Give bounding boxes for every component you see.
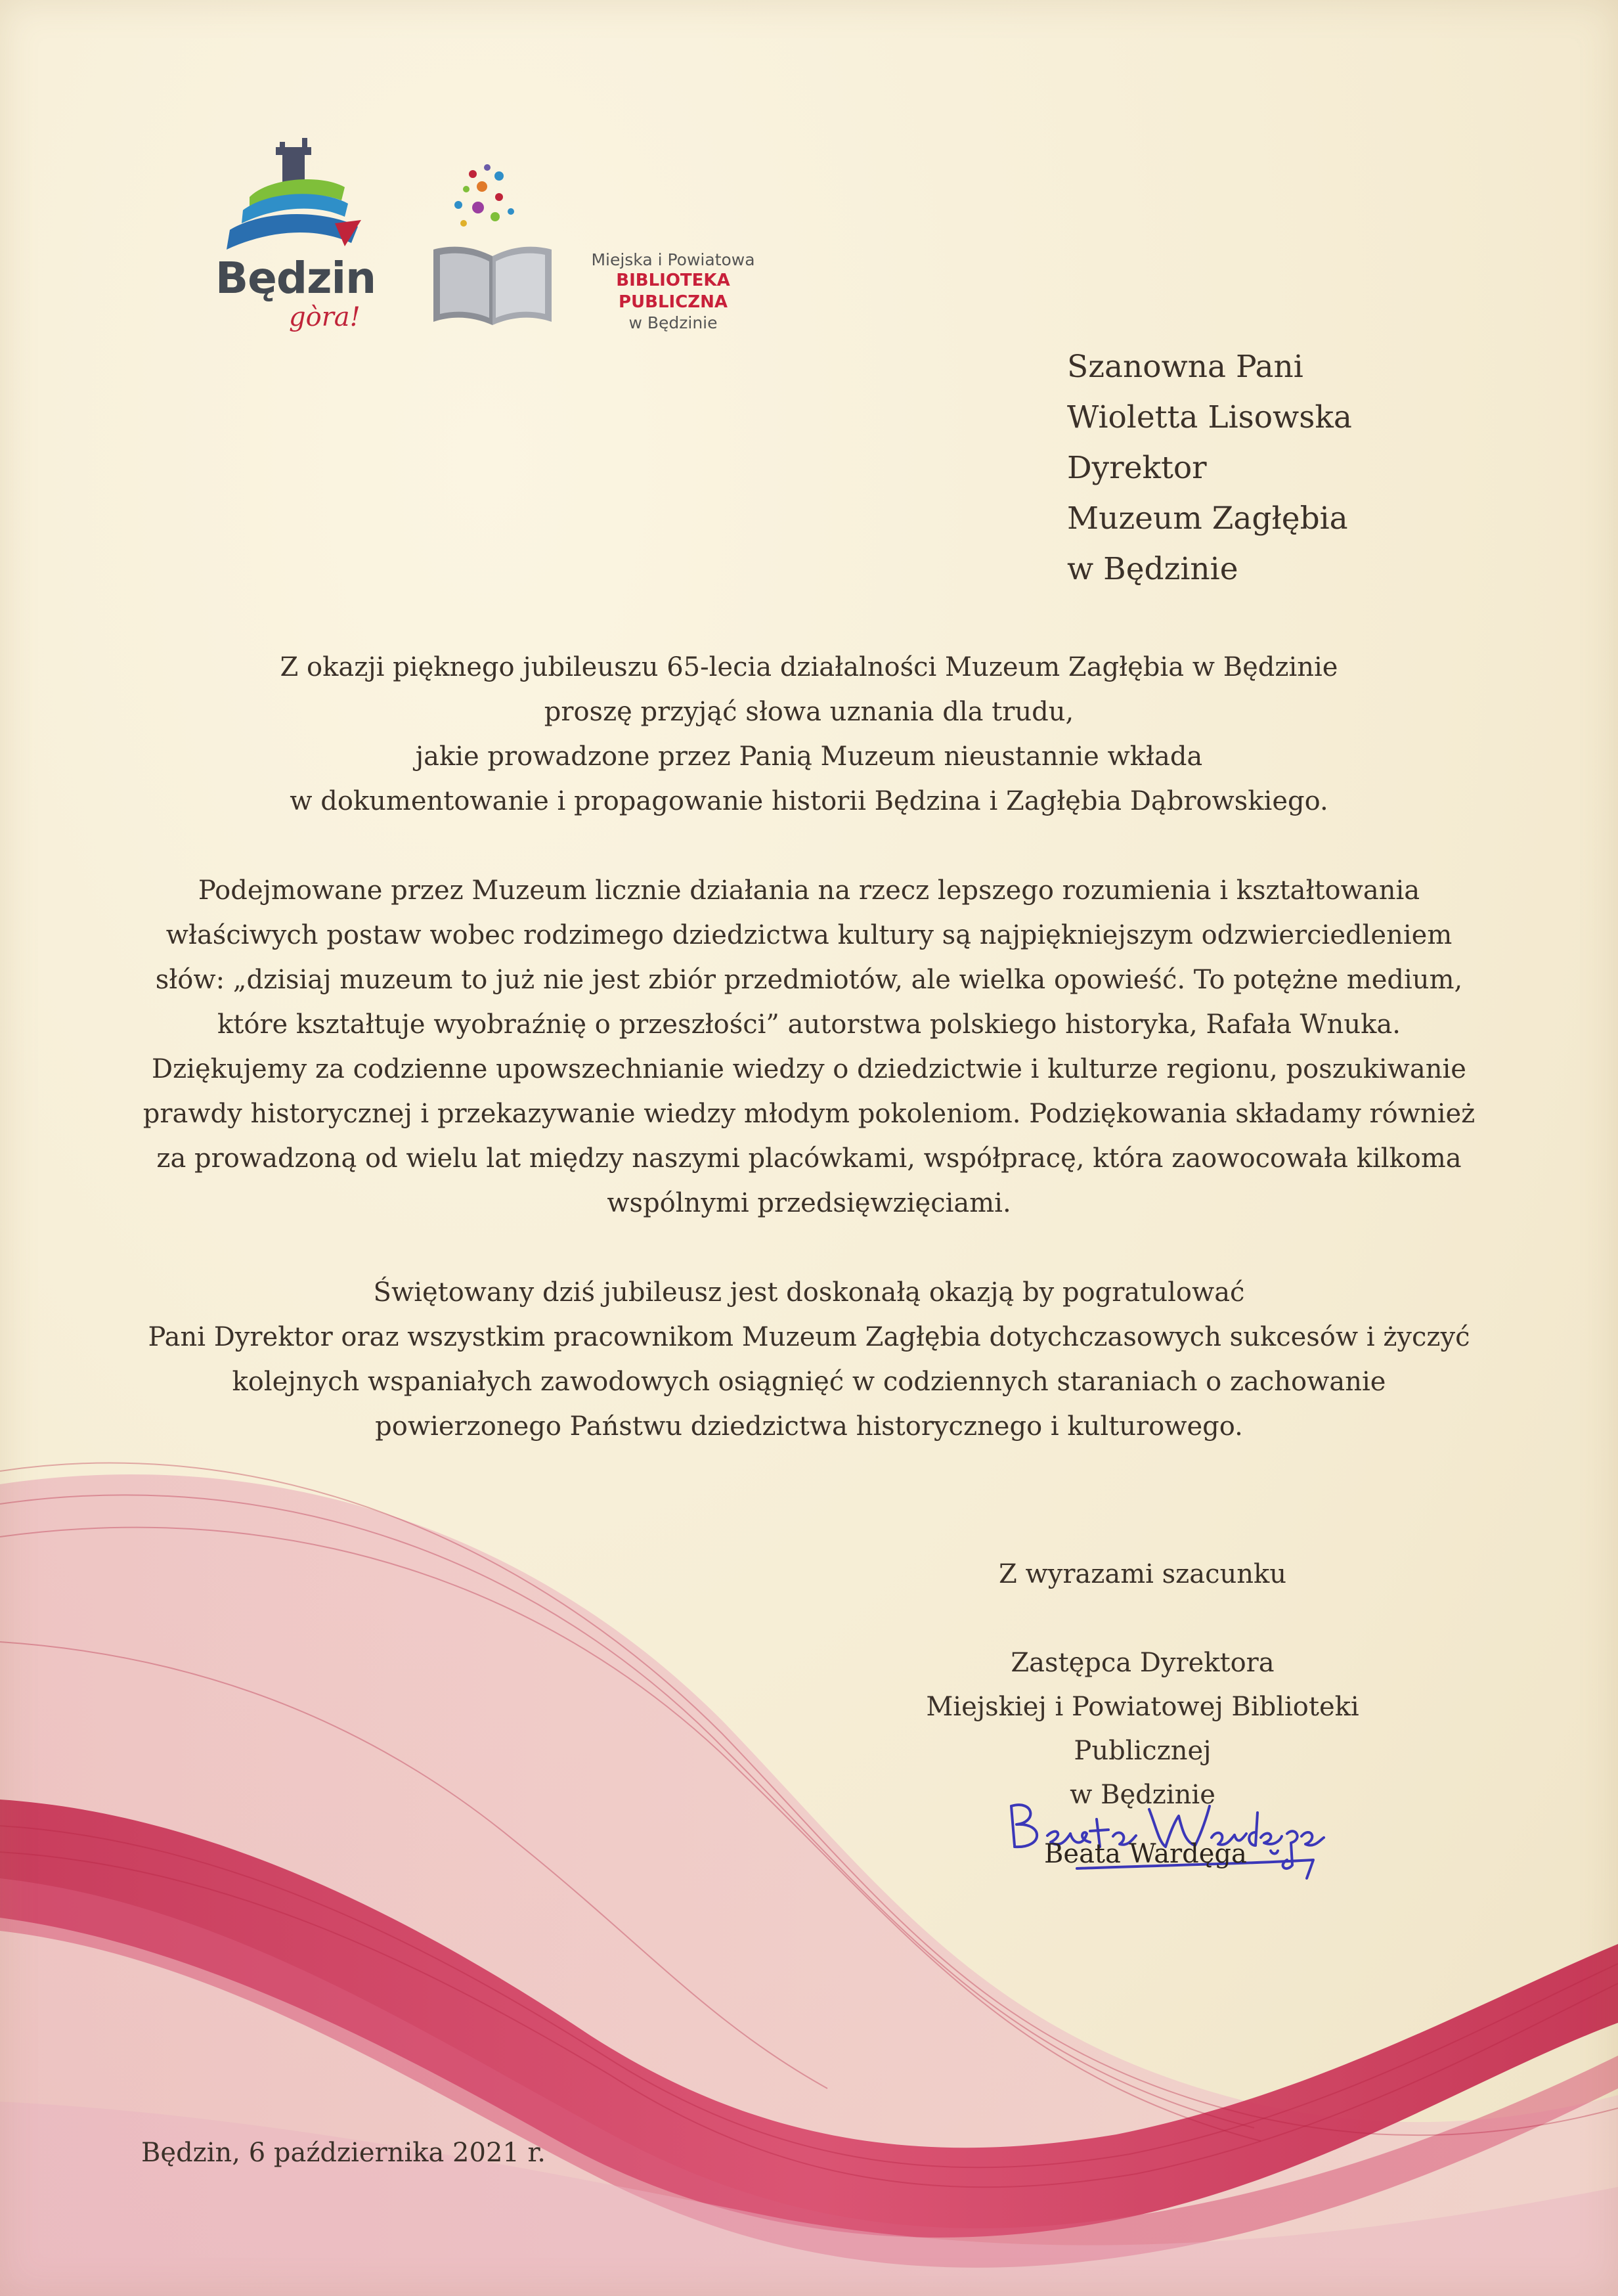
- body-line: słów: „dzisiaj muzeum to już nie jest zbiór przedmiotów, ale wielka opowieść. To potężne medium,: [155, 965, 1463, 995]
- signer-name: Beata Wardęga: [1044, 1839, 1247, 1869]
- addressee-line: Muzeum Zagłębia: [1067, 500, 1348, 537]
- place-date: Będzin, 6 października 2021 r.: [141, 2138, 546, 2168]
- addressee-line: Dyrektor: [1067, 450, 1207, 486]
- body-line: proszę przyjąć słowa uznania dla trudu,: [544, 697, 1074, 727]
- city-logo: [210, 138, 381, 342]
- body-line: prawdy historycznej i przekazywanie wiedzy młodym pokoleniom. Podziękowania składamy również: [142, 1099, 1476, 1129]
- library-logo-line-1: Miejska i Powiatowa: [591, 250, 755, 269]
- signer-title-line: w Będzinie: [1070, 1780, 1215, 1810]
- library-logo-line-3: w Będzinie: [628, 313, 718, 333]
- city-logo-name: Będzin: [215, 253, 376, 303]
- addressee-block: [1067, 342, 1352, 594]
- castle-hill-icon: [210, 138, 381, 256]
- body-line: które kształtuje wyobraźnię o przeszłości” autorstwa polskiego historyka, Rafała Wnuka.: [217, 1009, 1401, 1040]
- body-line: wspólnymi przedsięwzięciami.: [607, 1188, 1011, 1218]
- addressee-line: Szanowna Pani: [1067, 349, 1303, 385]
- body-line: w dokumentowanie i propagowanie historii Będzina i Zagłębia Dąbrowskiego.: [290, 786, 1328, 816]
- handwritten-signature: [998, 1786, 1326, 1885]
- library-logo-line-2: BIBLIOTEKA PUBLICZNA: [616, 271, 730, 312]
- open-book-icon: [427, 158, 558, 335]
- closing-regards: Z wyrazami szacunku: [998, 1559, 1287, 1589]
- library-logo: [427, 158, 795, 335]
- closing-block: [860, 1553, 1425, 1817]
- signer-title-line: Zastępca Dyrektora: [1011, 1648, 1275, 1678]
- paragraph-1: [131, 645, 1487, 824]
- body-line: Z okazji pięknego jubileuszu 65-lecia działalności Muzeum Zagłębia w Będzinie: [280, 652, 1338, 682]
- paragraph-3: [131, 1270, 1487, 1449]
- body-line: Dziękujemy za codzienne upowszechnianie wiedzy o dziedzictwie i kulturze regionu, poszukiwanie: [152, 1054, 1466, 1084]
- body-line: powierzonego Państwu dziedzictwa historycznego i kulturowego.: [375, 1411, 1243, 1442]
- body-line: Pani Dyrektor oraz wszystkim pracownikom Muzeum Zagłębia dotychczasowych sukcesów i życzyć: [148, 1322, 1470, 1352]
- letter-body: [131, 645, 1487, 1449]
- body-line: za prowadzoną od wielu lat między naszymi placówkami, współpracę, która zaowocowała kilkoma: [156, 1143, 1462, 1174]
- body-line: Świętowany dziś jubileusz jest doskonałą okazją by pogratulować: [373, 1277, 1245, 1308]
- paragraph-2: [131, 868, 1487, 1225]
- body-line: jakie prowadzone przez Panią Muzeum nieustannie wkłada: [415, 741, 1203, 772]
- body-line: Podejmowane przez Muzeum licznie działania na rzecz lepszego rozumienia i kształtowania: [198, 875, 1420, 906]
- addressee-line: w Będzinie: [1067, 551, 1238, 587]
- addressee-line: Wioletta Lisowska: [1067, 399, 1352, 435]
- body-line: kolejnych wspaniałych zawodowych osiągnięć w codziennych staraniach o zachowanie: [232, 1367, 1386, 1397]
- city-logo-tagline: gòra!: [289, 302, 361, 332]
- body-line: właściwych postaw wobec rodzimego dziedzictwa kultury są najpiękniejszym odzwierciedleniem: [165, 920, 1453, 950]
- signer-title-line: Miejskiej i Powiatowej Biblioteki Publicznej: [926, 1692, 1359, 1766]
